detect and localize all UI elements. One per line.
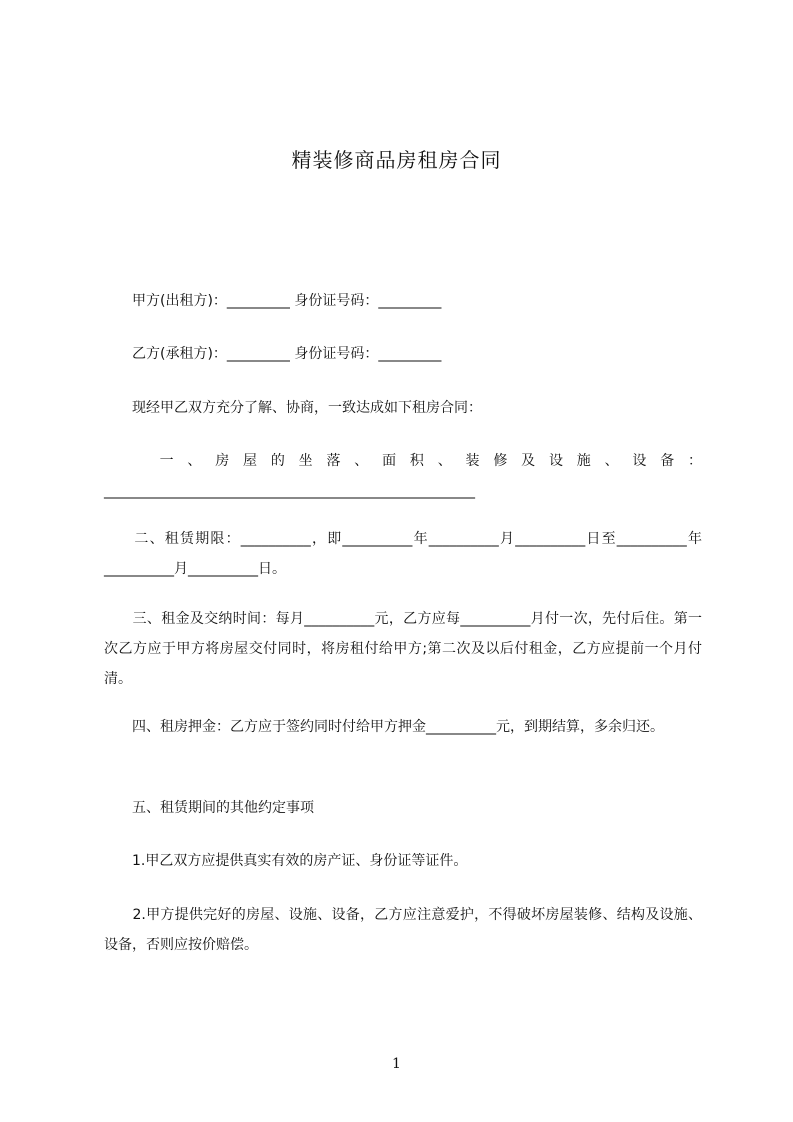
clause-3-rent: 三、租金及交纳时间：每月__________元，乙方应每__________月付一次，先付后住。第一次乙方应于甲方将房屋交付同时，将房租付给甲方;第二次及以后付租金，乙方应提前一个月付清。 [104,611,702,687]
intro-paragraph: 现经甲乙双方充分了解、协商，一致达成如下租房合同： [104,400,482,416]
page-number: 1 [392,1056,401,1072]
party-b-line: 乙方(承租方)：_________ 身份证号码：_________ [104,346,442,362]
clause-4-deposit: 四、租房押金：乙方应于签约同时付给甲方押金__________元，到期结算，多余归还。 [104,719,664,735]
party-a-line: 甲方(出租方)：_________ 身份证号码：_________ [104,293,442,309]
clause-1-premises: 一、房屋的坐落、面积、装修及设施、设备：_____________________________________________________ [104,453,702,499]
clause-5-item-2: 2.甲方提供完好的房屋、设施、设备，乙方应注意爱护，不得破坏房屋装修、结构及设施、设备，否则应按价赔偿。 [104,907,702,953]
contract-title: 精装修商品房租房合同 [291,148,502,172]
clause-5-heading: 五、租赁期间的其他约定事项 [104,800,314,816]
clause-2-term: 二、租赁期限：__________，即__________年__________月__________日至__________年__________月__________日。 [104,531,702,577]
clause-5-item-1: 1.甲乙双方应提供真实有效的房产证、身份证等证件。 [104,853,468,869]
